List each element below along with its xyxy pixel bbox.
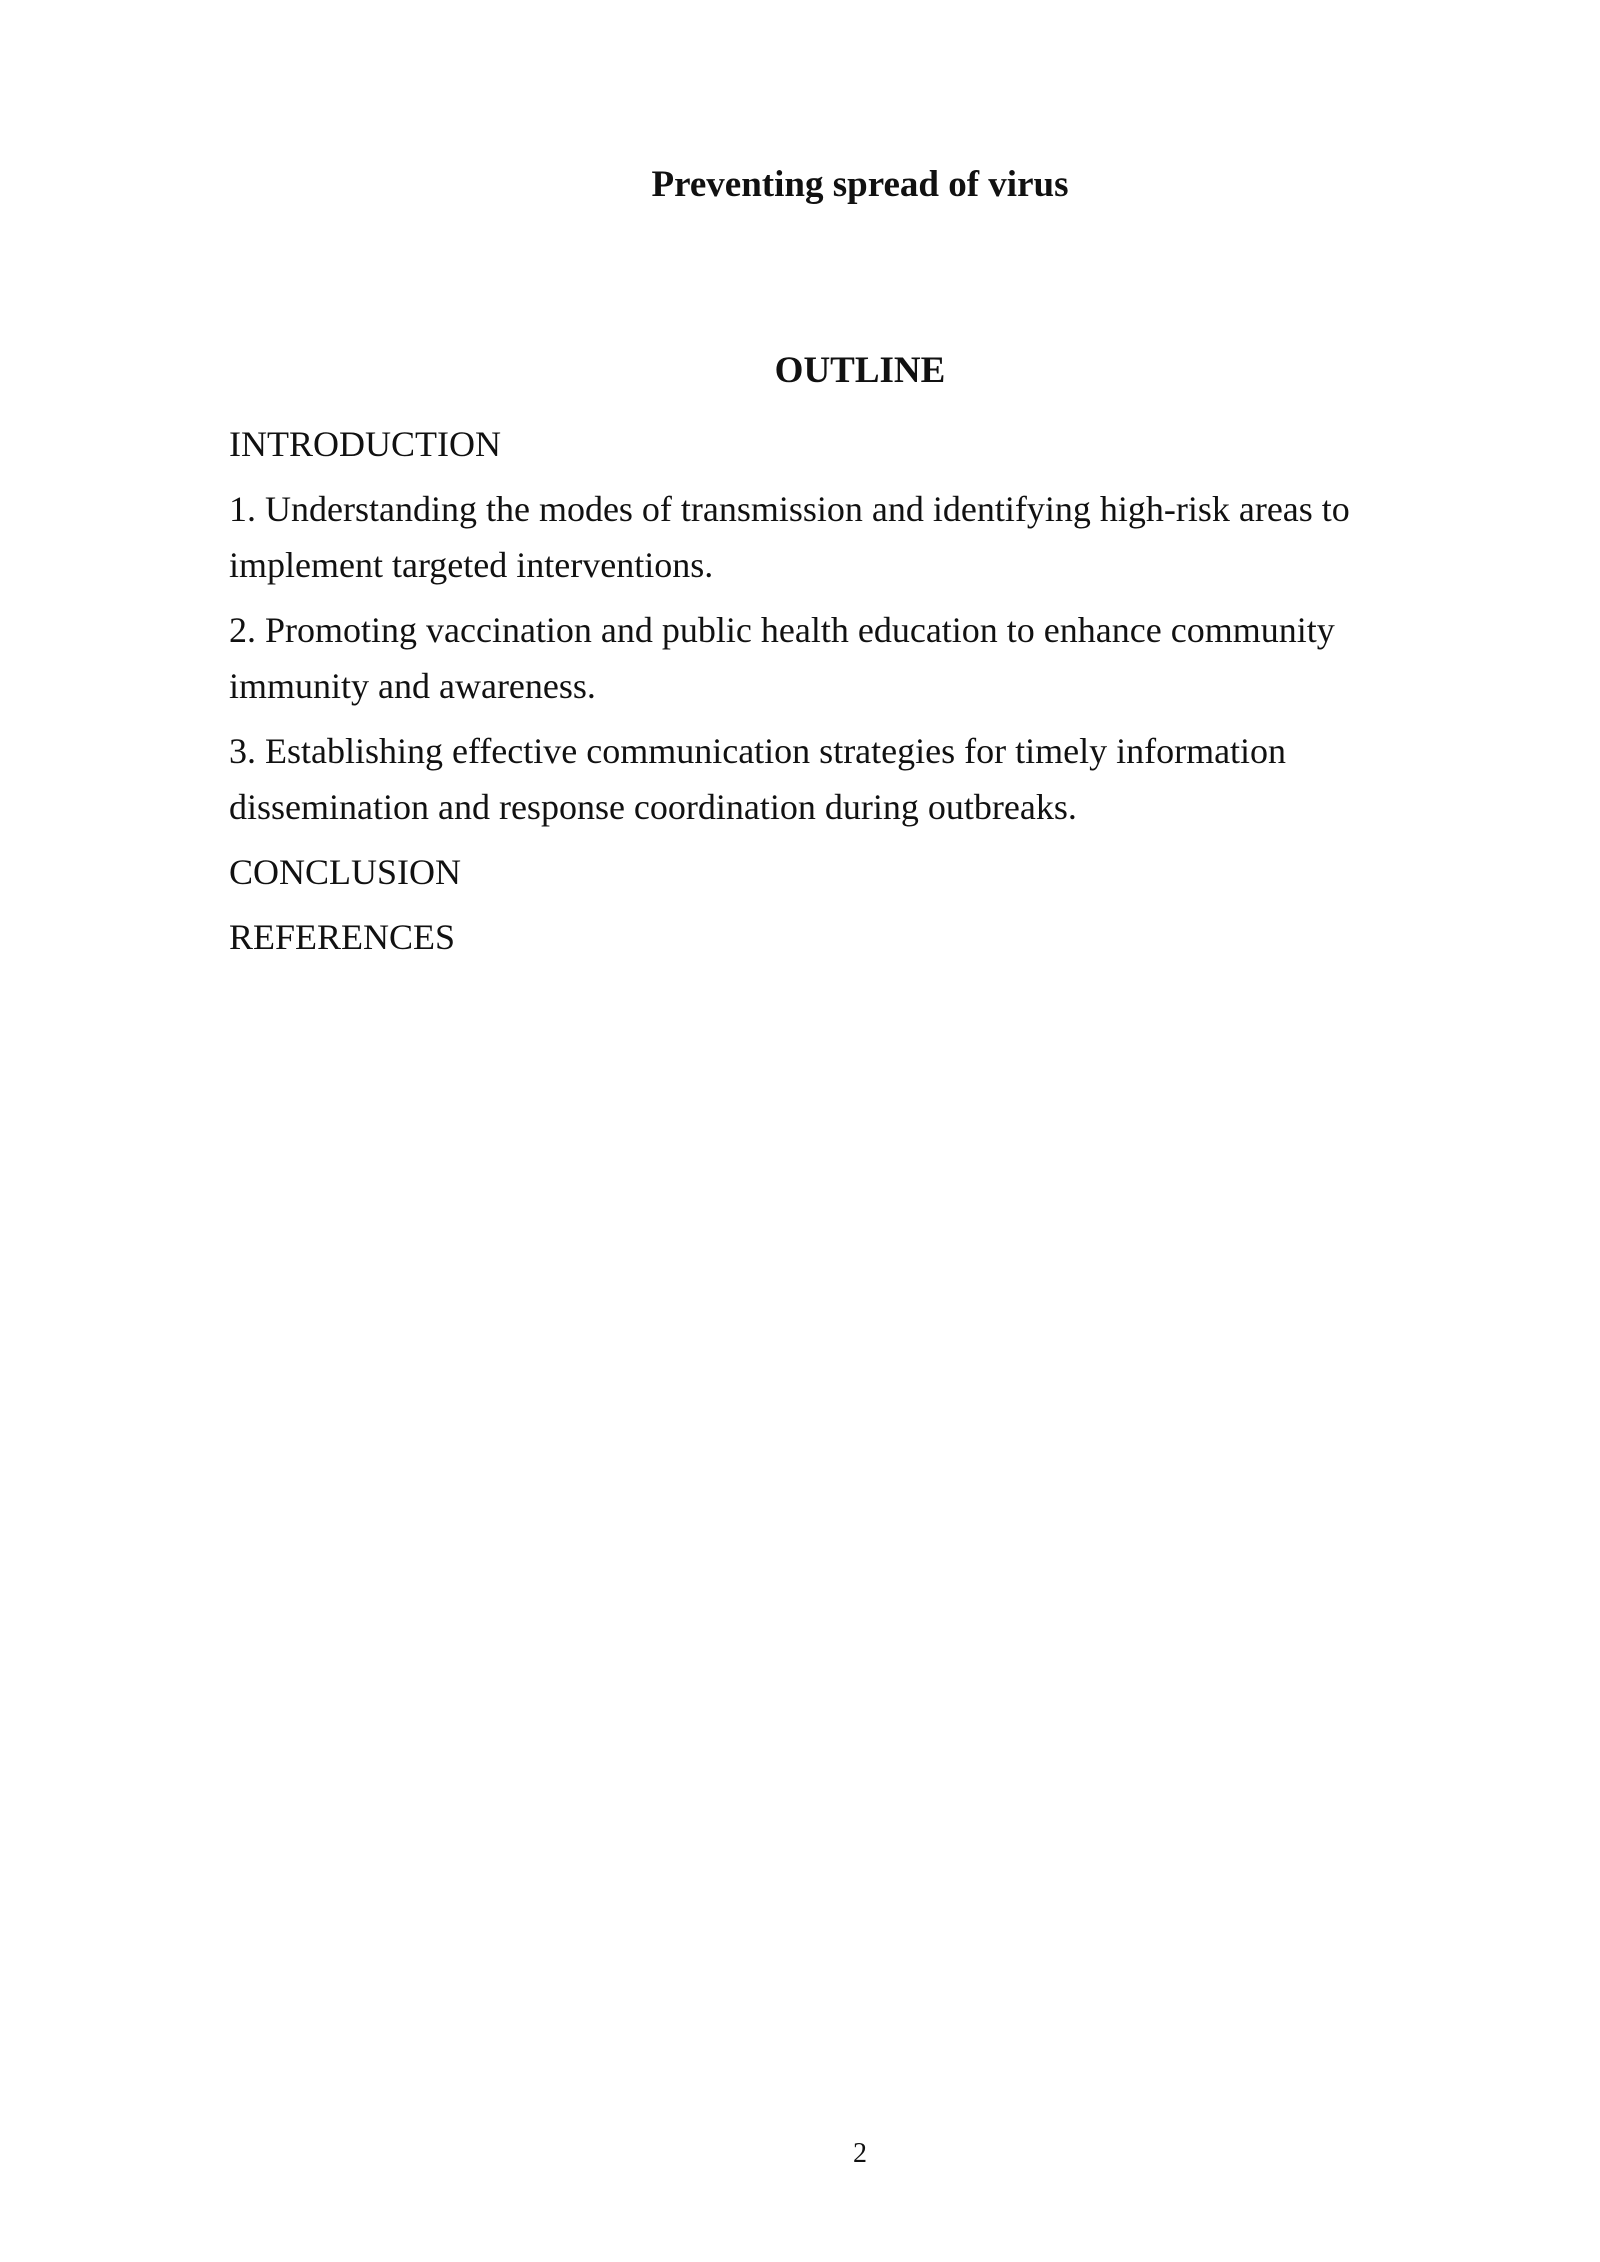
outline-item-conclusion: CONCLUSION — [229, 852, 462, 892]
page-number: 2 — [853, 2138, 867, 2169]
outline-item-introduction: INTRODUCTION — [229, 424, 501, 464]
outline-item-references: REFERENCES — [229, 917, 456, 957]
outline-heading: OUTLINE — [774, 350, 946, 391]
outline-item-2: 2. Promoting vaccination and public health education to enhance community immunity and awareness. — [229, 610, 1335, 706]
outline-list — [229, 416, 1429, 974]
outline-item-3: 3. Establishing effective communication strategies for timely information dissemination and response coordination during outbreaks. — [229, 731, 1287, 827]
document-title: Preventing spread of virus — [651, 164, 1069, 205]
outline-item-1: 1. Understanding the modes of transmission and identifying high-risk areas to implement targeted interventions. — [229, 489, 1350, 585]
